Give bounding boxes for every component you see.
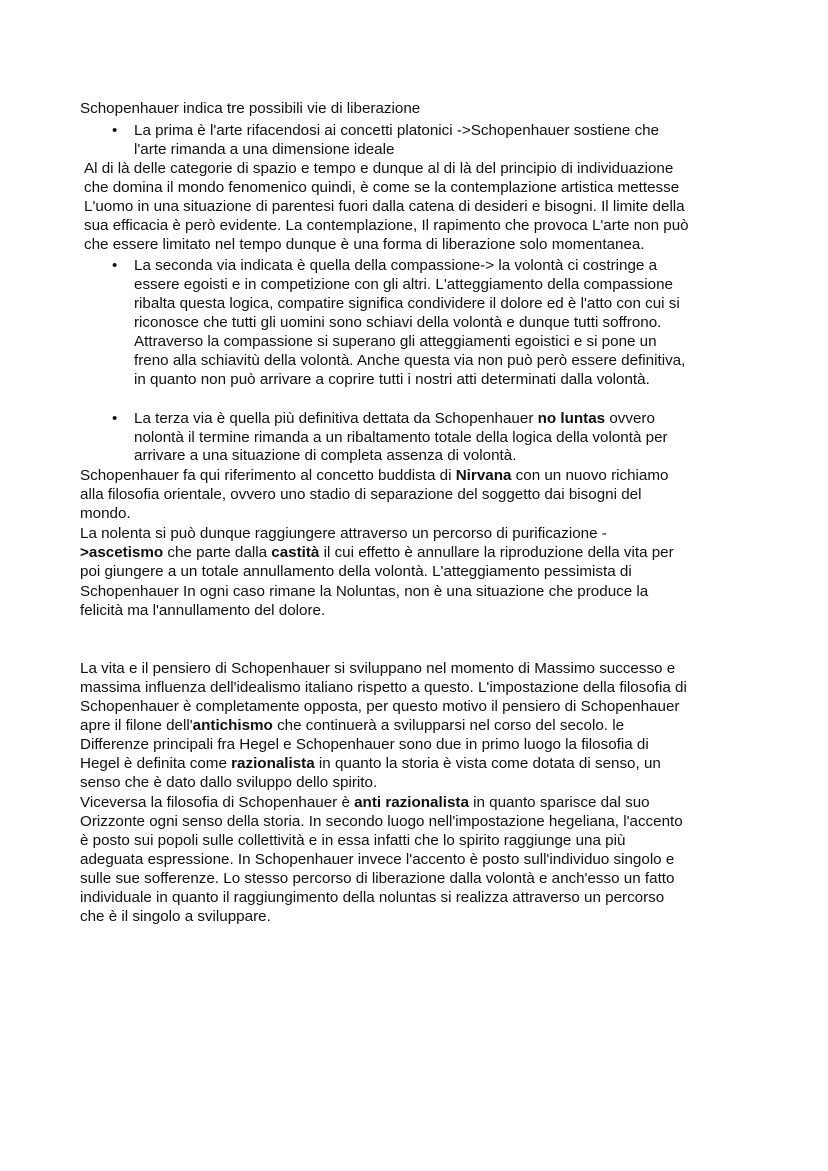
term-razionalista: razionalista [231,755,315,772]
bullet-2-line: ribalta questa logica, compatire significa condividere il dolore ed è l'atto con cui si [134,295,680,312]
paragraph-2-line: alla filosofia orientale, ovvero uno stadio di separazione del soggetto dai bisogni del [80,486,642,503]
paragraph-4-line: La vita e il pensiero di Schopenhauer si sviluppano nel momento di Massimo successo e [80,660,676,677]
paragraph-4-line: apre il filone dell'antichismo che continuerà a svilupparsi nel corso del secolo. le [80,717,625,734]
bullet-2-line: riconosce che tutti gli uomini sono schiavi della volontà e dunque tutti soffrono. [134,314,662,331]
bullet-1-line: La prima è l'arte rifacendosi ai concetti platonici ->Schopenhauer sostiene che [134,122,660,139]
paragraph-3-line: La nolenta si può dunque raggiungere attraverso un percorso di purificazione - [80,525,607,542]
paragraph-4-line: massima influenza dell'idealismo italiano rispetto a questo. L'impostazione della filosofia di [80,679,687,696]
bullet-2-line: essere egoisti e in competizione con gli altri. L'atteggiamento della compassione [134,276,673,293]
paragraph-4-line: Schopenhauer è completamente opposta, per questo motivo il pensiero di Schopenhauer [80,698,680,715]
paragraph-4-line: senso che è dato dallo sviluppo dello spirito. [80,774,378,791]
bullet-2-line: freno alla schiavitù della volontà. Anche questa via non può però essere definitiva, [134,352,686,369]
paragraph-5-line: che è il singolo a sviluppare. [80,908,271,925]
bullet-2-line: La seconda via indicata è quella della compassione-> la volontà ci costringe a [134,257,658,274]
bullet-3-line: La terza via è quella più definitiva dettata da Schopenhauer no luntas ovvero [134,410,655,427]
term-anti-razionalista: anti razionalista [354,794,469,811]
term-castita: castità [271,544,320,561]
paragraph-5-line: individuale in quanto il raggiungimento della noluntas si realizza attraverso un percorso [80,889,665,906]
bullet-1-line: l'arte rimanda a una dimensione ideale [134,141,395,158]
paragraph-5-line: è posto sui popoli sulle collettività e in essa infatti che lo spirito raggiunge una più [80,832,626,849]
paragraph-1-line: sua efficacia è però evidente. La contemplazione, Il rapimento che provoca L'arte non può [84,217,689,234]
paragraph-5-line: sulle sue sofferenze. Lo stesso percorso di liberazione dalla volontà e anch'esso un fatto [80,870,675,887]
bullet-1-marker: • [112,122,118,139]
bullet-3-line: nolontà il termine rimanda a un ribaltamento totale della logica della volontà per [134,429,668,446]
bullet-2-line: Attraverso la compassione si superano gli atteggiamenti egoistici e si pone un [134,333,657,350]
paragraph-3-line: Schopenhauer In ogni caso rimane la Noluntas, non è una situazione che produce la [80,583,649,600]
term-no-luntas: no luntas [537,410,606,427]
bullet-3-line: arrivare a una situazione di completa assenza di volontà. [134,447,517,464]
paragraph-2-line: mondo. [80,505,131,522]
term-ascetismo: >ascetismo [80,544,164,561]
paragraph-5-line: Viceversa la filosofia di Schopenhauer è anti razionalista in quanto sparisce dal suo [80,794,650,811]
paragraph-3-line: >ascetismo che parte dalla castità il cui effetto è annullare la riproduzione della vita per [80,544,674,561]
bullet-3-marker: • [112,410,118,427]
paragraph-1-line: che domina il mondo fenomenico quindi, è come se la contemplazione artistica mettesse [84,179,680,196]
bullet-2-marker: • [112,257,118,274]
bullet-2-line: in quanto non può arrivare a coprire tutti i nostri atti determinati dalla volontà. [134,371,650,388]
paragraph-1-line: L'uomo in una situazione di parentesi fuori dalla catena di desideri e bisogni. Il limite della [84,198,685,215]
paragraph-2-line: Schopenhauer fa qui riferimento al concetto buddista di Nirvana con un nuovo richiamo [80,467,669,484]
paragraph-3-line: poi giungere a un totale annullamento della volontà. L'atteggiamento pessimista di [80,563,632,580]
paragraph-5-line: Orizzonte ogni senso della storia. In secondo luogo nell'impostazione hegeliana, l'accento [80,813,683,830]
paragraph-3-line: felicità ma l'annullamento del dolore. [80,602,326,619]
paragraph-1-line: che essere limitato nel tempo dunque è una forma di liberazione solo momentanea. [84,236,645,253]
term-nirvana: Nirvana [455,467,512,484]
paragraph-5-line: adeguata espressione. In Schopenhauer invece l'accento è posto sull'individuo singolo e [80,851,675,868]
paragraph-1-line: Al di là delle categorie di spazio e tempo e dunque al di là del principio di individuazione [84,160,674,177]
term-antichismo: antichismo [192,717,273,734]
paragraph-4-line: Differenze principali fra Hegel e Schopenhauer sono due in primo luogo la filosofia di [80,736,649,753]
paragraph-4-line: Hegel è definita come razionalista in quanto la storia è vista come dotata di senso, un [80,755,661,772]
intro-line: Schopenhauer indica tre possibili vie di liberazione [80,100,421,117]
